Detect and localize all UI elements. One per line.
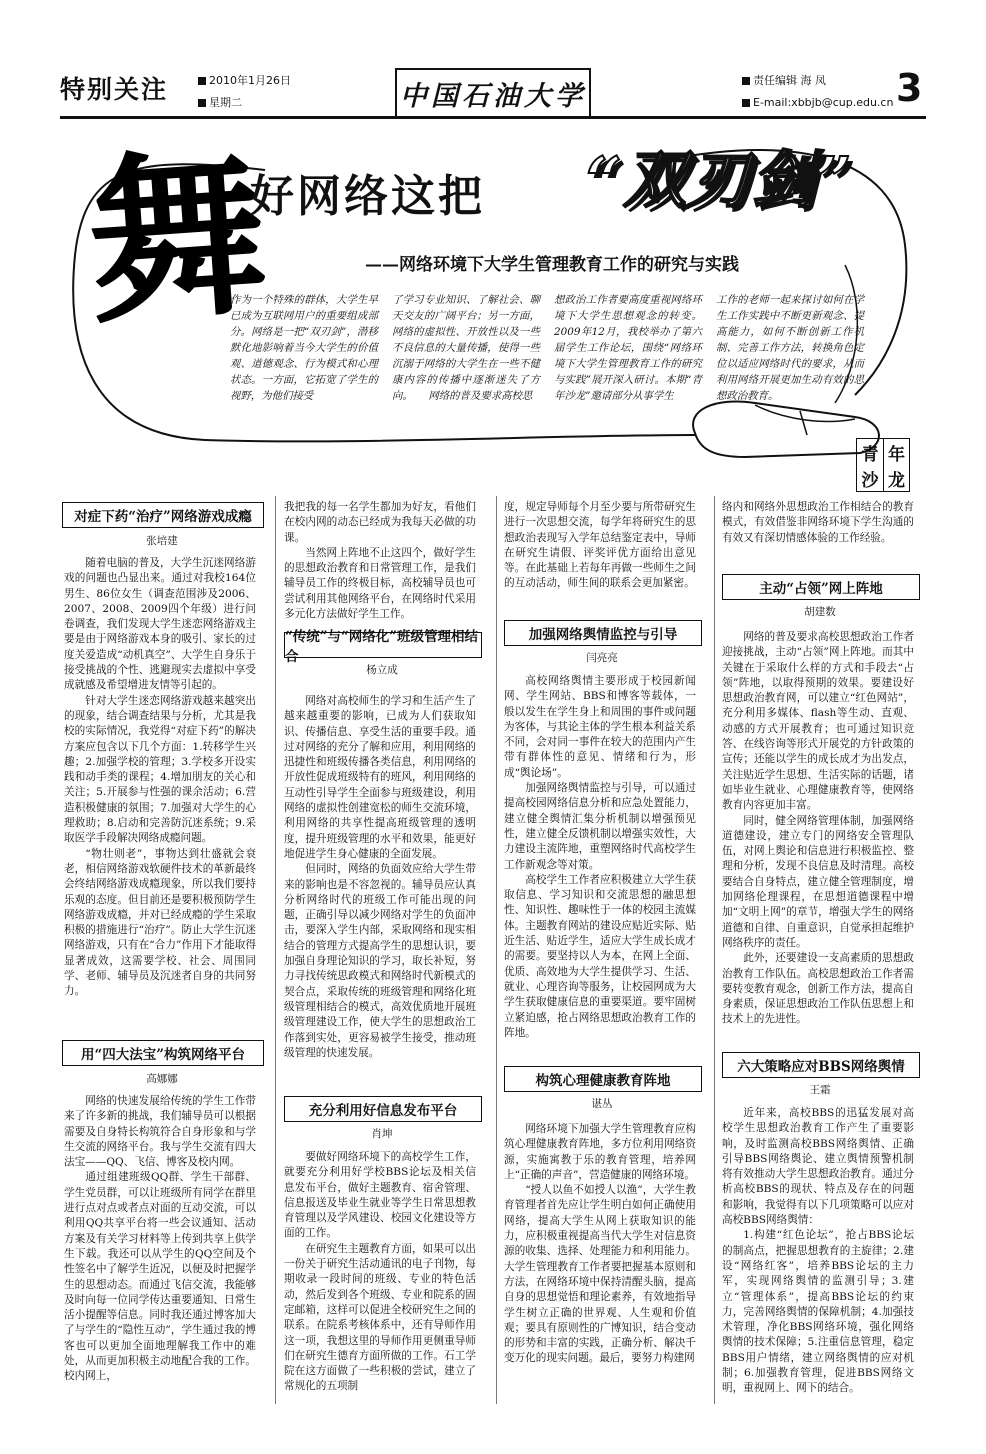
intro-col-1: 作为一个特殊的群体，大学生早已成为互联网用户的重要组成部分。网络是一把“双刃剑”，潜移默化地影响着当今大学生的价值观、道德观念、行为模式和心理状态。一方面，它拓宽了学生的视野，为他们接受	[230, 294, 378, 402]
intro-col-3: 想政治工作者要高度重视网络环境下大学生思想观念的转变。2009年12月，我校举办了第六届学生工作论坛，围绕“网络环境下大学生管理教育工作的研究与实践”展开深入研讨。本期“青年沙龙”邀请部分从事学生	[554, 294, 702, 402]
article-title: “传统”与“网络化”班级管理相结合	[284, 632, 482, 658]
column-divider	[275, 496, 276, 1404]
article-author: 肖坤	[371, 1128, 393, 1140]
section-title: 特别关注	[60, 75, 169, 104]
paragraph: 同时，健全网络管理体制，加强网络道德建设，建立专门的网络安全管理队伍，对网上舆论和信息进行积极监控、整理和分析，发现不良信息及时清理。高校要结合自身特点，建立健全管理制度，增加网络伦理课程，在思想道德课程中增加“文明上网”的章节，增强大学生的网络道德和自律、自重意识，自觉承担起维护网络秩序的责任。	[722, 814, 914, 949]
header-rule	[60, 116, 926, 119]
mouse-icon	[693, 402, 879, 457]
bullet-icon	[198, 99, 206, 107]
paragraph: 高校网络舆情主要形成于校园新闻网、学生网站、BBS和博客等载体，一般以发生在学生身上和周围的事件或问题为客体，与其论主体的学生根本利益关系不同，会对同一事件在较大的范围内产生带有群体性的意见、情绪和行为，形成“舆论场”。	[504, 675, 696, 779]
article-body	[504, 674, 696, 1041]
paragraph: 针对大学生迷恋网络游戏越来越突出的现象，结合调查结果与分析，尤其是我校的实际情况，我党得“对症下药”的解决方案应包含以下几个方面：1.转移学生兴趣；2.加强学校的管理；3.学校多开设实践和动手类的课程；4.增加朋友的关心和关注；5.开展参与性强的课余活动；6.营造积极健康的氛围；7.加强对大学生的心理救助；8.启动和完善防沉迷系统；9.采取医学手段解决网络成瘾问题。	[64, 694, 256, 845]
article-author: 张培建	[146, 535, 178, 547]
stamp-char: 龙	[883, 465, 909, 491]
article-author: 闫亮亮	[586, 652, 618, 664]
article-author: 谌丛	[591, 1098, 613, 1110]
paragraph: 络内和网络外思想政治工作相结合的教育模式，有效借鉴非网络环境下学生沟通的有效又有深切情感体验的工作经验。	[722, 501, 914, 544]
column-divider	[714, 496, 715, 1404]
feature-title: 好网络这把	[250, 171, 485, 222]
paragraph: 加强网络舆情监控与引导，可以通过提高校园网络信息分析和应急处置能力，建立健全舆情汇集分析机制以增强预见性，建立健全反馈机制以增强实效性，大力建设主流阵地，重塑网络时代高校学生工作新观念等对策。	[504, 782, 696, 871]
paragraph: 网络的快速发展给传统的学生工作带来了许多新的挑战，我们辅导员可以根据需要及自身特长构筑符合自身形象和与学生交流的网络平台。我与学生交流有四大法宝——QQ、飞信、博客及校内网。	[64, 1095, 256, 1169]
paragraph: 网络环境下加强大学生管理教育应构筑心理健康教育阵地，多方位利用网络资源，实施寓教于乐的教育管理，培养网上“正确的声音”，营造健康的网络环境。	[504, 1123, 696, 1181]
paragraph: 我把我的每一名学生都加为好友，看他们在校内网的动态已经成为我每天必做的功课。	[284, 501, 476, 544]
editor-block	[742, 70, 893, 114]
editor-name: 责任编辑 海 凤	[753, 74, 826, 87]
paragraph: 随着电脑的普及，大学生沉迷网络游戏的问题也凸显出来。通过对我校164位男生、86位女生（调查范围涉及2006、2007、2008、2009四个年级）进行问卷调查，我们发现大学生迷恋网络游戏主要是由于网络游戏本身的吸引、家长的过度关爱造成“动机真空”、大学生自身乐于接受挑战的个性、逃避现实去虚拟中享受成就感及希望增进友情等引起的。	[64, 557, 256, 692]
paragraph: 在研究生主题教育方面，如果可以出一份关于研究生活动通讯的电子刊物，每期收录一段时间的班级、专业的特色活动，然后发到各个班级、专业和院系的固定邮箱，这样可以促进全校研究生之间的联系。在院系考核体系中，还有导师作用这一项，我想这里的导师作用更侧重导师们在研究生德育方面所做的工作。石工学院在这方面做了一些积极的尝试，建立了常规化的五项制	[284, 1242, 476, 1393]
article-body	[504, 1122, 696, 1367]
paragraph: “授人以鱼不如授人以渔”，大学生教育管理者首先应让学生明白如何正确使用网络，提高大学生从网上获取知识的能力，应积极重视提高当代大学生对信息资源的收集、选择、处理能力和利用能力。大学生管理教育工作者要把握基本原则和方法，在网络环境中保持清醒头脑，提高自身的思想觉悟和理论素养，有效地指导学生树立正确的世界观、人生观和价值观；要具有原则性的广博知识，结合变动的形势和丰富的实践，正确分析、解决千变万化的现实问题。最后，要努力构建网	[504, 1184, 696, 1365]
article-title: 充分利用好信息发布平台	[284, 1096, 482, 1122]
article-title: 六大策略应对BBS网络舆情	[722, 1052, 920, 1078]
article-body	[722, 1106, 914, 1397]
paragraph: 网络对高校师生的学习和生活产生了越来越重要的影响，已成为人们获取知识、传播信息、享受生活的重要手段。通过对网络的充分了解和应用，利用网络的迅捷性和班级传播各类信息，利用网络的开放性促成班级特有的班风，利用网络的互动性引导学生全面参与班级建设，利用网络的虚拟性创建宽松的师生交流环境，利用网络的共享性提高班级管理的透明度，提升班级管理的水平和效果，能更好地促进学生身心健康的全面发展。	[284, 695, 476, 860]
bullet-icon	[742, 77, 750, 85]
paragraph: 通过组建班级QQ群、学生干部群、学生党员群，可以让班级所有同学在群里进行点对点或者点对面的互动交流，可以利用QQ共享平台将一些会议通知、活动方案及有关学习材料等上传到共享上供学生下载。我还可以从学生的QQ空间及个性签名中了解学生近况，以便及时把握学生的思想动态。而通过飞信交流，我能够及时向每一位同学传达重要通知、日常生活小提醒等信息。同时我还通过博客加大了与学生的“隐性互动”，学生通过我的博客也可以更加全面地理解我工作中的难处，从而更加积极主动地配合我的工作。校内网上，	[64, 1171, 256, 1383]
article-body	[64, 556, 256, 1000]
article-author: 杨立成	[366, 664, 398, 676]
bullet-icon	[198, 77, 206, 85]
page-number: 3	[896, 66, 923, 110]
article-title: 对症下药“治疗”网络游戏成瘾	[62, 502, 264, 528]
article-body	[722, 500, 914, 546]
article-body	[284, 500, 476, 622]
article-author: 高娜娜	[146, 1073, 178, 1085]
article-author: 王霜	[809, 1084, 831, 1096]
stamp-char: 青	[861, 444, 879, 465]
paragraph: 网络的普及要求高校思想政治工作者迎接挑战，主动“占领”网上阵地。而其中关键在于采取什么样的方式和手段去“占领”阵地，以取得预期的效果。要建设好思想政治教育网，可以建立“红色网站”，充分利用多媒体、flash等生动、直观、动感的方式开展教育；也可通过知识竞答、在线咨询等形式开展党的方针政策的宣传；还能以学生的成长成才为出发点，关注贴近学生思想、生活实际的话题，诸如毕业生就业、心理健康教育等，使网络教育内容更加丰富。	[722, 631, 914, 812]
feature-title-quote: “双刃剑”	[586, 143, 854, 216]
editor-email[interactable]: E-mail:xbbjb@cup.edu.cn	[753, 96, 894, 109]
column-stamp	[856, 438, 910, 492]
intro-col-2: 了学习专业知识、了解社会、聊天交友的广阔平台；另一方面，网络的虚拟性、开放性以及一些不良信息的大量传播，使得一些沉溺于网络的大学生在一些不健康内容的传播中逐渐迷失了方向。 网络的普及要求高校思	[392, 294, 540, 402]
issue-date: 2010年1月26日	[209, 74, 291, 87]
paragraph: 此外，还要建设一支高素质的思想政治教育工作队伍。高校思想政治工作者需要转变教育观念，创新工作方法，提高自身素质，保证思想政治工作队伍思想上和技术上的先进性。	[722, 952, 914, 1026]
masthead-logo: 中国石油大学	[395, 68, 591, 118]
paragraph: 当然网上阵地不止这四个，做好学生的思想政治教育和日常管理工作，是我们辅导员工作的终极目标，高校辅导员也可尝试利用其他网络平台，在网络时代采用多元化方法做好学生工作。	[284, 546, 476, 621]
article-title: 加强网络舆情监控与引导	[504, 620, 702, 646]
article-author: 胡建数	[804, 606, 836, 618]
date-block	[198, 70, 291, 114]
article-body	[284, 1150, 476, 1395]
paragraph: 度，规定导师每个月至少要与所带研究生进行一次思想交流，每学年将研究生的思想政治表现写入学年总结鉴定表中，导师在研究生请假、评奖评优方面给出意见等。在此基础上若每年再做一些师生之间的互动活动，师生间的联系会更加紧密。	[504, 501, 696, 590]
article-title: 主动“占领”网上阵地	[722, 574, 920, 600]
stamp-char: 沙	[861, 470, 879, 491]
paragraph: 但同时，网络的负面效应给大学生带来的影响也是不容忽视的。辅导员应认真分析网络时代的班级工作可能出现的问题，正确引导以减少网络对学生的负面冲击，要深入学生内部，采取网络和现实相结合的管理方式提高学生的思想认识，要加强自身理论知识的学习，取长补短，努力寻找传统思政模式和网络时代新模式的契合点，采取传统的班级管理和网络化班级管理相结合的模式，高效优质地开展班级管理建设工作，使大学生的思想政治工作落到实处，更容易被学生接受，推动班级管理的快速发展。	[284, 863, 476, 1059]
article-body	[64, 1094, 256, 1385]
paragraph: 近年来，高校BBS的迅猛发展对高校学生思想政治教育工作产生了重要影响，及时监测高校BBS网络舆情、正确引导BBS网络舆论、建立舆情预警机制将有效推动大学生思想政治教育。通过分析高校BBS的现状、特点及存在的问题和影响，我觉得有以下几项策略可以应对高校BBS网络舆情：	[722, 1107, 914, 1227]
article-body	[504, 500, 696, 592]
paragraph: 高校学生工作者应积极建立大学生获取信息、学习知识和交流思想的融思想性、知识性、趣味性于一体的校园主流媒体。主题教育网站的建设应贴近实际、贴近生活、贴近学生，适应大学生成长成才的需要。要坚持以人为本，在网上全面、优质、高效地为大学生提供学习、生活、就业、心理咨询等服务，让校园网成为大学生获取健康信息的重要渠道。要牢固树立紧迫感，抢占网络思想政治教育工作的阵地。	[504, 873, 696, 1039]
article-body	[722, 630, 914, 1028]
paragraph: 1.构建“红色论坛”，抢占BBS论坛的制高点，把握思想教育的主旋律；2.建设“网络红客”，培养BBS论坛的主力军，实现网络舆情的监测引导；3.建立“管理体系”，提高BBS论坛的约束力，完善网络舆情的保障机制；4.加强技术管理，净化BBS网络环境，强化网络舆情的技术保障；5.注重信息管理，稳定BBS用户情绪，建立网络舆情的应对机制；6.加强教育管理，促进BBS网络文明，重视网上、网下的结合。	[722, 1229, 914, 1395]
intro-col-4: 工作的老师一起来探讨如何在学生工作实践中不断更新观念、提高能力，如何不断创新工作机制、完善工作方法，转换角色定位以适应网络时代的要求，从而利用网络开展更加生动有效的思想政治教育。	[716, 294, 864, 402]
calligraphy-character: 舞	[80, 128, 274, 349]
paragraph: 要做好网络环境下的高校学生工作，就要充分利用好学校BBS论坛及相关信息发布平台，做好主题教育、宿舍管理、信息报送及毕业生就业等学生日常思想教育管理以及学风建设、校园文化建设等方面的工作。	[284, 1151, 476, 1240]
paragraph: “物壮则老”，事物达到壮盛就会衰老，相信网络游戏软硬件技术的革新最终会终结网络游戏成瘾现象，所以我们要持乐观的态度。但目前还是要积极预防学生网络游戏成瘾，并对已经成瘾的学生采取积极的措施进行“治疗”。防止大学生沉迷网络游戏，只有在“合力”作用下才能取得显著成效，这需要学校、社会、周围同学、老师、辅导员及沉迷者自身的共同努力。	[64, 847, 256, 998]
feature-subtitle: ——网络环境下大学生管理教育工作的研究与实践	[365, 255, 739, 275]
article-title: 构筑心理健康教育阵地	[504, 1066, 702, 1092]
column-divider	[496, 496, 497, 1404]
article-title: 用“四大法宝”构筑网络平台	[62, 1040, 264, 1066]
issue-weekday: 星期二	[209, 96, 242, 109]
bullet-icon	[742, 99, 750, 107]
stamp-char: 年	[883, 439, 909, 465]
article-body	[284, 694, 476, 1061]
